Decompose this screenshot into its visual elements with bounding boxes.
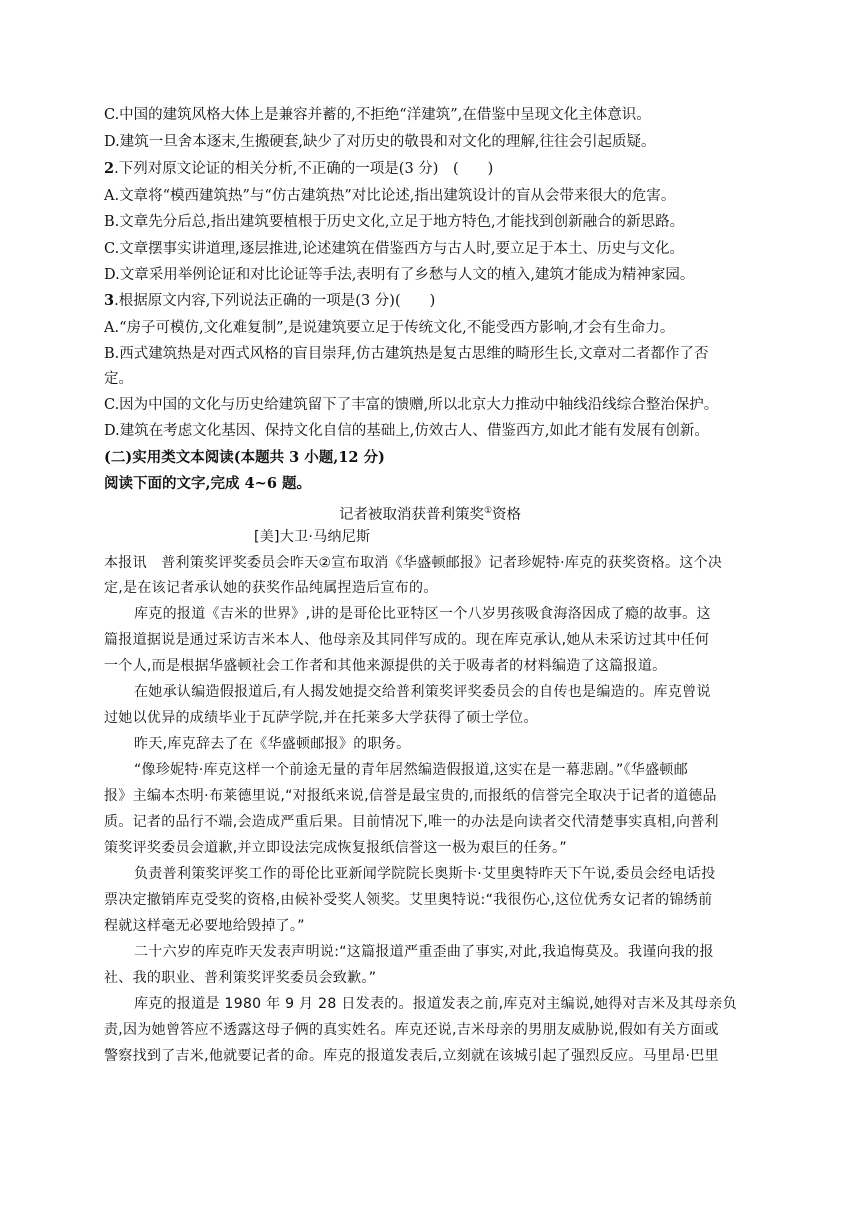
section-instruction: 阅读下面的文字,完成 4~6 题。 [104,475,311,492]
article-line: 警察找到了吉米,他就要记者的命。库克的报道发表后,立刻就在该城引起了强烈反应。马里昂·巴里 [104,1048,719,1064]
article-line: “像珍妮特·库克这样一个前途无量的青年居然编造假报道,这实在是一幕悲剧。”《华盛顿邮 [134,762,689,778]
section-heading: (二)实用类文本阅读(本题共 3 小题,12 分) [104,449,385,466]
q3-option-c: C.因为中国的文化与历史给建筑留下了丰富的馈赠,所以北京大力推动中轴线沿线综合整治保护。 [104,397,719,413]
article-line: 负责普利策奖评奖工作的哥伦比亚新闻学院院长奥斯卡·艾里奥特昨天下午说,委员会经电话投 [134,866,716,882]
article-line: 过她以优异的成绩毕业于瓦萨学院,并在托莱多大学获得了硕士学位。 [104,710,538,726]
article-line: 篇报道据说是通过采访吉米本人、他母亲及其同伴写成的。现在库克承认,她从未采访过其中任何 [104,632,710,648]
article-line: 票决定撤销库克受奖的资格,由候补受奖人领奖。艾里奥特说:“我很伤心,这位优秀女记者的锦绣前 [104,892,713,908]
article-author: [美]大卫·马纳尼斯 [254,529,371,545]
q2-stem-text: .下列对原文论证的相关分析,不正确的一项是(3 分) ( ) [114,161,494,177]
article-line: 质。记者的品行不端,会造成严重后果。目前情况下,唯一的办法是向读者交代清楚事实真相,向普利 [104,814,719,830]
q3-stem [104,291,435,311]
article-line: 二十六岁的库克昨天发表声明说:“这篇报道严重歪曲了事实,对此,我追悔莫及。我谨向我的报 [134,944,714,960]
q1-option-d: D.建筑一旦舍本逐末,生搬硬套,缺少了对历史的敬畏和对文化的理解,往往会引起质疑。 [104,134,656,150]
q2-option-d: D.文章采用举例论证和对比论证等手法,表明有了乡愁与人文的植入,建筑才能成为精神家园。 [104,267,695,283]
article-line: 责,因为她曾答应不透露这母子俩的真实姓名。库克还说,吉米母亲的男朋友威胁说,假如有关方面或 [104,1022,719,1038]
article-line: 昨天,库克辞去了在《华盛顿邮报》的职务。 [134,736,411,752]
article-line: 报》主编本杰明·布莱德里说,“对报纸来说,信誉是最宝贵的,而报纸的信誉完全取决于记者的道德品 [104,788,717,804]
q2-number: 2 [104,160,115,177]
article-line: 库克的报道是 1980 年 9 月 28 日发表的。报道发表之前,库克对主编说,她得对吉米及其母亲负 [134,996,737,1012]
article-line: 一个人,而是根据华盛顿社会工作者和其他来源提供的关于吸毒者的材料编造了这篇报道。 [104,658,667,674]
q3-option-d: D.建筑在考虑文化基因、保持文化自信的基础上,仿效古人、借鉴西方,如此才能有发展有创新。 [104,423,709,439]
article-line: 策奖评奖委员会道歉,并立即设法完成恢复报纸信誉这一极为艰巨的任务。” [104,840,567,856]
q3-option-a: A.“房子可模仿,文化难复制”,是说建筑要立足于传统文化,不能受西方影响,才会有生命力。 [104,320,675,336]
q2-option-a: A.文章将“模西建筑热”与“仿古建筑热”对比论述,指出建筑设计的盲从会带来很大的危害。 [104,188,676,204]
article-line: 程就这样毫无必要地给毁掉了。” [104,918,305,934]
q3-number: 3 [104,292,115,309]
q2-option-c: C.文章摆事实讲道理,逐层推进,论述建筑在借鉴西方与古人时,要立足于本土、历史与文化。 [104,241,685,257]
q3-stem-text: .根据原文内容,下列说法正确的一项是(3 分)( ) [114,293,436,309]
q2-option-b: B.文章先分后总,指出建筑要植根于历史文化,立足于地方特色,才能找到创新融合的新思路。 [104,214,685,230]
article-line: 库克的报道《吉米的世界》,讲的是哥伦比亚特区一个八岁男孩吸食海洛因成了瘾的故事。这 [134,606,711,622]
article-title-footnote-mark: ① [483,506,493,516]
article-line: 本报讯 普利策奖评奖委员会昨天②宣布取消《华盛顿邮报》记者珍妮特·库克的获奖资格。这个决 [104,555,723,571]
article-line: 在她承认编造假报道后,有人揭发她提交给普利策奖评奖委员会的自传也是编造的。库克曾说 [134,684,711,700]
article-title-end: 资格 [492,506,522,523]
q2-stem [104,159,493,179]
article-title [0,501,860,525]
q1-option-c: C.中国的建筑风格大体上是兼容并蓄的,不拒绝“洋建筑”,在借鉴中呈现文化主体意识。 [104,107,651,123]
article-line: 社、我的职业、普利策奖评奖委员会致歉。” [104,970,377,986]
article-title-main: 记者被取消获普利策奖 [338,506,484,523]
q3-option-b-line2: 定。 [104,371,133,387]
q3-option-b-line1: B.西式建筑热是对西式风格的盲目崇拜,仿古建筑热是复古思维的畸形生长,文章对二者都作了否 [104,346,709,362]
article-line: 定,是在该记者承认她的获奖作品纯属捏造后宣布的。 [104,580,438,596]
